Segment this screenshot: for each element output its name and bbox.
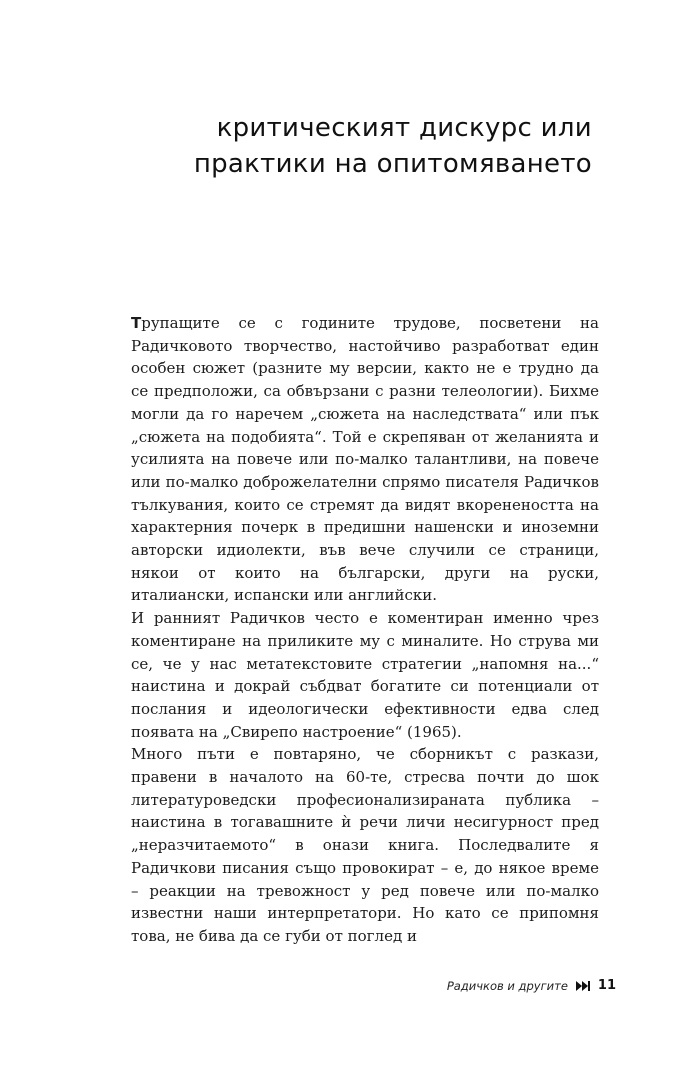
chapter-title-line-2: практики на опитомяването [193,149,592,179]
paragraph-2: И ранният Радичков често е коментиран именно чрез коментиране на приликите му с миналите. Но струва ми се, че у нас метатекстовите стратегии „напомня на...“ наистина и докрай събдват богатите си потенциали от послания и идеологически ефективности едва след появата на „Свирепо настроение“ (1965). [131,609,599,741]
page-number: 11 [597,978,616,993]
page-footer [447,978,616,993]
chapter-title-line-1: критическият дискурс или [216,113,592,143]
running-title: Радичков и другите [446,978,568,993]
chapter-title [194,110,592,182]
paragraph-3: Много пъти е повтаряно, че сборникът с разкази, правени в началото на 60-те, стресва почти до шок литературоведски професионализираната публика – наистина в тогавашните ѝ речи личи несигурност пред „неразчитаемото“ в онази книга. Последвалите я Радичкови писания също провокират – е, до някое време – реакции на тревожност у ред повече или по-малко известни наши интерпретатори. Но като се припомня това, не бива да се губи от поглед и [131,745,599,945]
paragraph-1: Трупащите се с годините трудове, посветени на Радичковото творчество, настойчиво разработват един особен сюжет (разните му версии, както не е трудно да се предположи, са обвързани с разни телеологии). Бихме могли да го наречем „сюжета на наследствата“ или пък „сюжета на подобията“. Той е скрепяван от желанията и усилията на повече или по-малко талантливи, на повече или по-малко доброжелателни спрямо писателя Радичков тълкувания, които се стремят да видят вкоренеността на характерния почерк в предишни нашенски и иноземни авторски идиолекти, във вече случили се страници, някои от които на български, други на руски, италиански, испански или английски. [131,314,599,605]
body-text [131,312,599,948]
fast-forward-icon [576,981,590,991]
